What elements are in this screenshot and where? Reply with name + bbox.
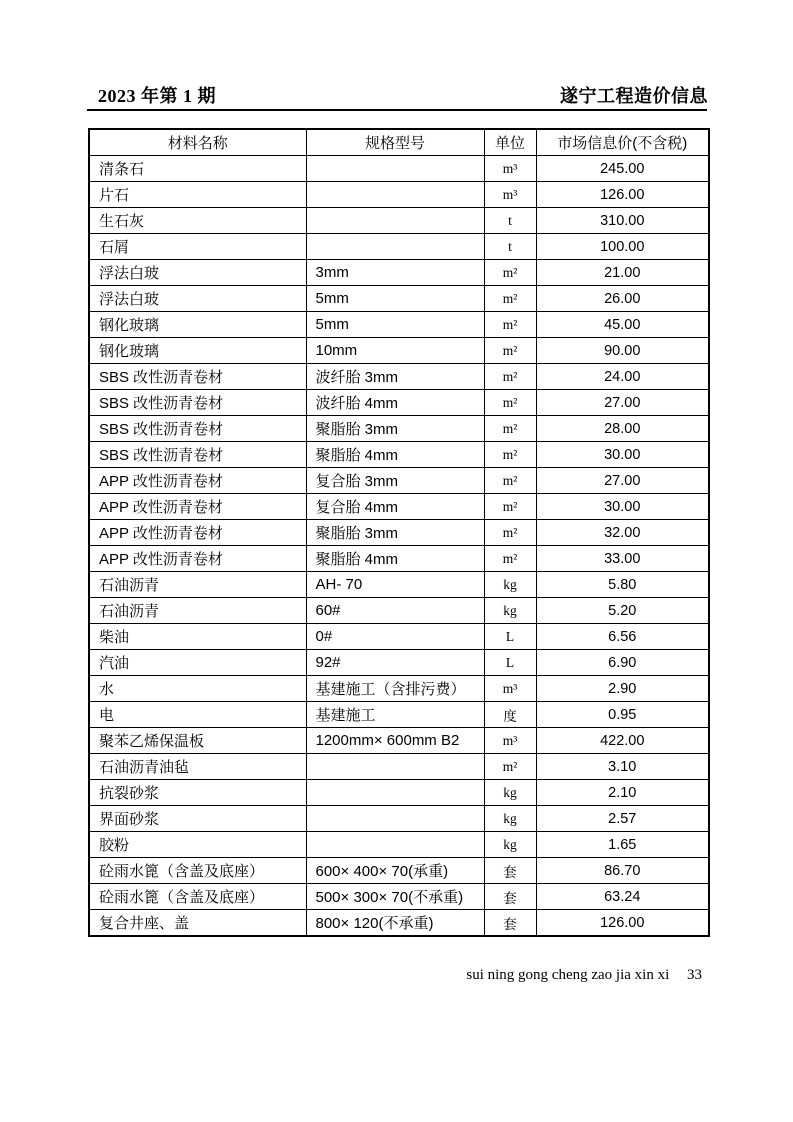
unit-cell: m² bbox=[484, 546, 536, 572]
spec-cell bbox=[306, 806, 484, 832]
table-row bbox=[89, 468, 709, 494]
unit-cell: t bbox=[484, 208, 536, 234]
material-name-cell: 石油沥青 bbox=[89, 598, 306, 624]
spec-cell: 0# bbox=[306, 624, 484, 650]
unit-cell: t bbox=[484, 234, 536, 260]
unit-cell: L bbox=[484, 650, 536, 676]
spec-cell: 基建施工 bbox=[306, 702, 484, 728]
material-name-cell: 生石灰 bbox=[89, 208, 306, 234]
spec-cell: 92# bbox=[306, 650, 484, 676]
unit-cell: m² bbox=[484, 416, 536, 442]
spec-cell: 聚脂胎 3mm bbox=[306, 416, 484, 442]
table-row bbox=[89, 546, 709, 572]
header-divider bbox=[87, 109, 707, 111]
table-row bbox=[89, 780, 709, 806]
spec-cell: 聚脂胎 4mm bbox=[306, 442, 484, 468]
spec-cell bbox=[306, 754, 484, 780]
unit-cell: m² bbox=[484, 338, 536, 364]
material-name-cell: APP 改性沥青卷材 bbox=[89, 494, 306, 520]
unit-cell: m² bbox=[484, 390, 536, 416]
table-row bbox=[89, 182, 709, 208]
unit-cell: m² bbox=[484, 520, 536, 546]
material-name-cell: APP 改性沥青卷材 bbox=[89, 468, 306, 494]
price-cell: 30.00 bbox=[536, 442, 709, 468]
spec-cell: 5mm bbox=[306, 286, 484, 312]
column-header-price: 市场信息价(不含税) bbox=[536, 129, 709, 156]
price-table bbox=[88, 128, 710, 937]
price-cell: 63.24 bbox=[536, 884, 709, 910]
table-header-row bbox=[89, 129, 709, 156]
spec-cell bbox=[306, 182, 484, 208]
price-cell: 2.90 bbox=[536, 676, 709, 702]
spec-cell: 5mm bbox=[306, 312, 484, 338]
table-row bbox=[89, 520, 709, 546]
table-row bbox=[89, 312, 709, 338]
price-cell: 30.00 bbox=[536, 494, 709, 520]
table-row bbox=[89, 598, 709, 624]
spec-cell bbox=[306, 234, 484, 260]
spec-cell bbox=[306, 208, 484, 234]
material-name-cell: 清条石 bbox=[89, 156, 306, 182]
table-row bbox=[89, 156, 709, 182]
price-cell: 33.00 bbox=[536, 546, 709, 572]
price-cell: 27.00 bbox=[536, 468, 709, 494]
table-row bbox=[89, 832, 709, 858]
unit-cell: m² bbox=[484, 286, 536, 312]
price-cell: 0.95 bbox=[536, 702, 709, 728]
spec-cell bbox=[306, 156, 484, 182]
material-name-cell: APP 改性沥青卷材 bbox=[89, 546, 306, 572]
price-cell: 2.57 bbox=[536, 806, 709, 832]
material-name-cell: APP 改性沥青卷材 bbox=[89, 520, 306, 546]
unit-cell: kg bbox=[484, 832, 536, 858]
page-header bbox=[88, 82, 708, 108]
material-name-cell: 汽油 bbox=[89, 650, 306, 676]
unit-cell: kg bbox=[484, 806, 536, 832]
table-body bbox=[89, 156, 709, 937]
price-cell: 422.00 bbox=[536, 728, 709, 754]
column-header-unit: 单位 bbox=[484, 129, 536, 156]
price-cell: 310.00 bbox=[536, 208, 709, 234]
unit-cell: kg bbox=[484, 780, 536, 806]
spec-cell: 复合胎 4mm bbox=[306, 494, 484, 520]
spec-cell: 500× 300× 70(不承重) bbox=[306, 884, 484, 910]
unit-cell: 套 bbox=[484, 884, 536, 910]
price-cell: 126.00 bbox=[536, 182, 709, 208]
unit-cell: m² bbox=[484, 754, 536, 780]
spec-cell: 3mm bbox=[306, 260, 484, 286]
table-row bbox=[89, 702, 709, 728]
table-row bbox=[89, 806, 709, 832]
unit-cell: m³ bbox=[484, 182, 536, 208]
material-name-cell: 石油沥青 bbox=[89, 572, 306, 598]
material-name-cell: SBS 改性沥青卷材 bbox=[89, 416, 306, 442]
spec-cell: 波纤胎 4mm bbox=[306, 390, 484, 416]
unit-cell: 套 bbox=[484, 910, 536, 937]
table-row bbox=[89, 650, 709, 676]
unit-cell: kg bbox=[484, 572, 536, 598]
table-row bbox=[89, 910, 709, 937]
price-cell: 26.00 bbox=[536, 286, 709, 312]
price-cell: 6.90 bbox=[536, 650, 709, 676]
price-cell: 21.00 bbox=[536, 260, 709, 286]
table-row bbox=[89, 364, 709, 390]
price-cell: 2.10 bbox=[536, 780, 709, 806]
unit-cell: m³ bbox=[484, 728, 536, 754]
price-cell: 45.00 bbox=[536, 312, 709, 338]
spec-cell: 波纤胎 3mm bbox=[306, 364, 484, 390]
unit-cell: kg bbox=[484, 598, 536, 624]
material-name-cell: 浮法白玻 bbox=[89, 260, 306, 286]
price-cell: 1.65 bbox=[536, 832, 709, 858]
price-cell: 126.00 bbox=[536, 910, 709, 937]
table-row bbox=[89, 234, 709, 260]
material-name-cell: 复合井座、盖 bbox=[89, 910, 306, 937]
table-row bbox=[89, 728, 709, 754]
price-cell: 3.10 bbox=[536, 754, 709, 780]
spec-cell: 复合胎 3mm bbox=[306, 468, 484, 494]
unit-cell: m³ bbox=[484, 676, 536, 702]
spec-cell bbox=[306, 832, 484, 858]
table-row bbox=[89, 754, 709, 780]
material-name-cell: 钢化玻璃 bbox=[89, 338, 306, 364]
unit-cell: 套 bbox=[484, 858, 536, 884]
table-row bbox=[89, 208, 709, 234]
column-header-spec: 规格型号 bbox=[306, 129, 484, 156]
price-cell: 90.00 bbox=[536, 338, 709, 364]
unit-cell: m³ bbox=[484, 156, 536, 182]
unit-cell: m² bbox=[484, 260, 536, 286]
price-cell: 28.00 bbox=[536, 416, 709, 442]
spec-cell: 聚脂胎 3mm bbox=[306, 520, 484, 546]
material-name-cell: 聚苯乙烯保温板 bbox=[89, 728, 306, 754]
material-name-cell: 石油沥青油毡 bbox=[89, 754, 306, 780]
unit-cell: m² bbox=[484, 364, 536, 390]
material-name-cell: 柴油 bbox=[89, 624, 306, 650]
unit-cell: m² bbox=[484, 312, 536, 338]
material-name-cell: 胶粉 bbox=[89, 832, 306, 858]
material-name-cell: 浮法白玻 bbox=[89, 286, 306, 312]
material-name-cell: SBS 改性沥青卷材 bbox=[89, 390, 306, 416]
footer-text: sui ning gong cheng zao jia xin xi bbox=[466, 967, 670, 983]
table-row bbox=[89, 416, 709, 442]
unit-cell: m² bbox=[484, 442, 536, 468]
price-cell: 27.00 bbox=[536, 390, 709, 416]
issue-label: 2023 年第 1 期 bbox=[98, 86, 216, 106]
table-row bbox=[89, 390, 709, 416]
spec-cell: 基建施工（含排污费） bbox=[306, 676, 484, 702]
material-name-cell: SBS 改性沥青卷材 bbox=[89, 364, 306, 390]
spec-cell: 1200mm× 600mm B2 bbox=[306, 728, 484, 754]
column-header-material-name: 材料名称 bbox=[89, 129, 306, 156]
spec-cell bbox=[306, 780, 484, 806]
unit-cell: 度 bbox=[484, 702, 536, 728]
price-cell: 32.00 bbox=[536, 520, 709, 546]
publication-title: 遂宁工程造价信息 bbox=[560, 86, 708, 106]
table-row bbox=[89, 624, 709, 650]
spec-cell: 聚脂胎 4mm bbox=[306, 546, 484, 572]
material-name-cell: 石屑 bbox=[89, 234, 306, 260]
table-row bbox=[89, 260, 709, 286]
table-row bbox=[89, 858, 709, 884]
spec-cell: 600× 400× 70(承重) bbox=[306, 858, 484, 884]
material-name-cell: 电 bbox=[89, 702, 306, 728]
material-name-cell: 片石 bbox=[89, 182, 306, 208]
spec-cell: 800× 120(不承重) bbox=[306, 910, 484, 937]
price-cell: 5.80 bbox=[536, 572, 709, 598]
table-row bbox=[89, 338, 709, 364]
price-cell: 100.00 bbox=[536, 234, 709, 260]
spec-cell: AH- 70 bbox=[306, 572, 484, 598]
table-row bbox=[89, 884, 709, 910]
material-name-cell: 砼雨水篦（含盖及底座） bbox=[89, 858, 306, 884]
material-name-cell: 钢化玻璃 bbox=[89, 312, 306, 338]
unit-cell: m² bbox=[484, 494, 536, 520]
price-cell: 24.00 bbox=[536, 364, 709, 390]
unit-cell: L bbox=[484, 624, 536, 650]
material-name-cell: 界面砂浆 bbox=[89, 806, 306, 832]
material-name-cell: 抗裂砂浆 bbox=[89, 780, 306, 806]
price-cell: 245.00 bbox=[536, 156, 709, 182]
price-cell: 6.56 bbox=[536, 624, 709, 650]
spec-cell: 60# bbox=[306, 598, 484, 624]
spec-cell: 10mm bbox=[306, 338, 484, 364]
footer-page-number: 33 bbox=[687, 967, 702, 983]
page-footer bbox=[466, 967, 702, 984]
unit-cell: m² bbox=[484, 468, 536, 494]
table-row bbox=[89, 442, 709, 468]
table-row bbox=[89, 676, 709, 702]
price-cell: 86.70 bbox=[536, 858, 709, 884]
table-row bbox=[89, 494, 709, 520]
material-name-cell: 砼雨水篦（含盖及底座） bbox=[89, 884, 306, 910]
table-row bbox=[89, 572, 709, 598]
material-name-cell: SBS 改性沥青卷材 bbox=[89, 442, 306, 468]
table-row bbox=[89, 286, 709, 312]
price-cell: 5.20 bbox=[536, 598, 709, 624]
material-name-cell: 水 bbox=[89, 676, 306, 702]
